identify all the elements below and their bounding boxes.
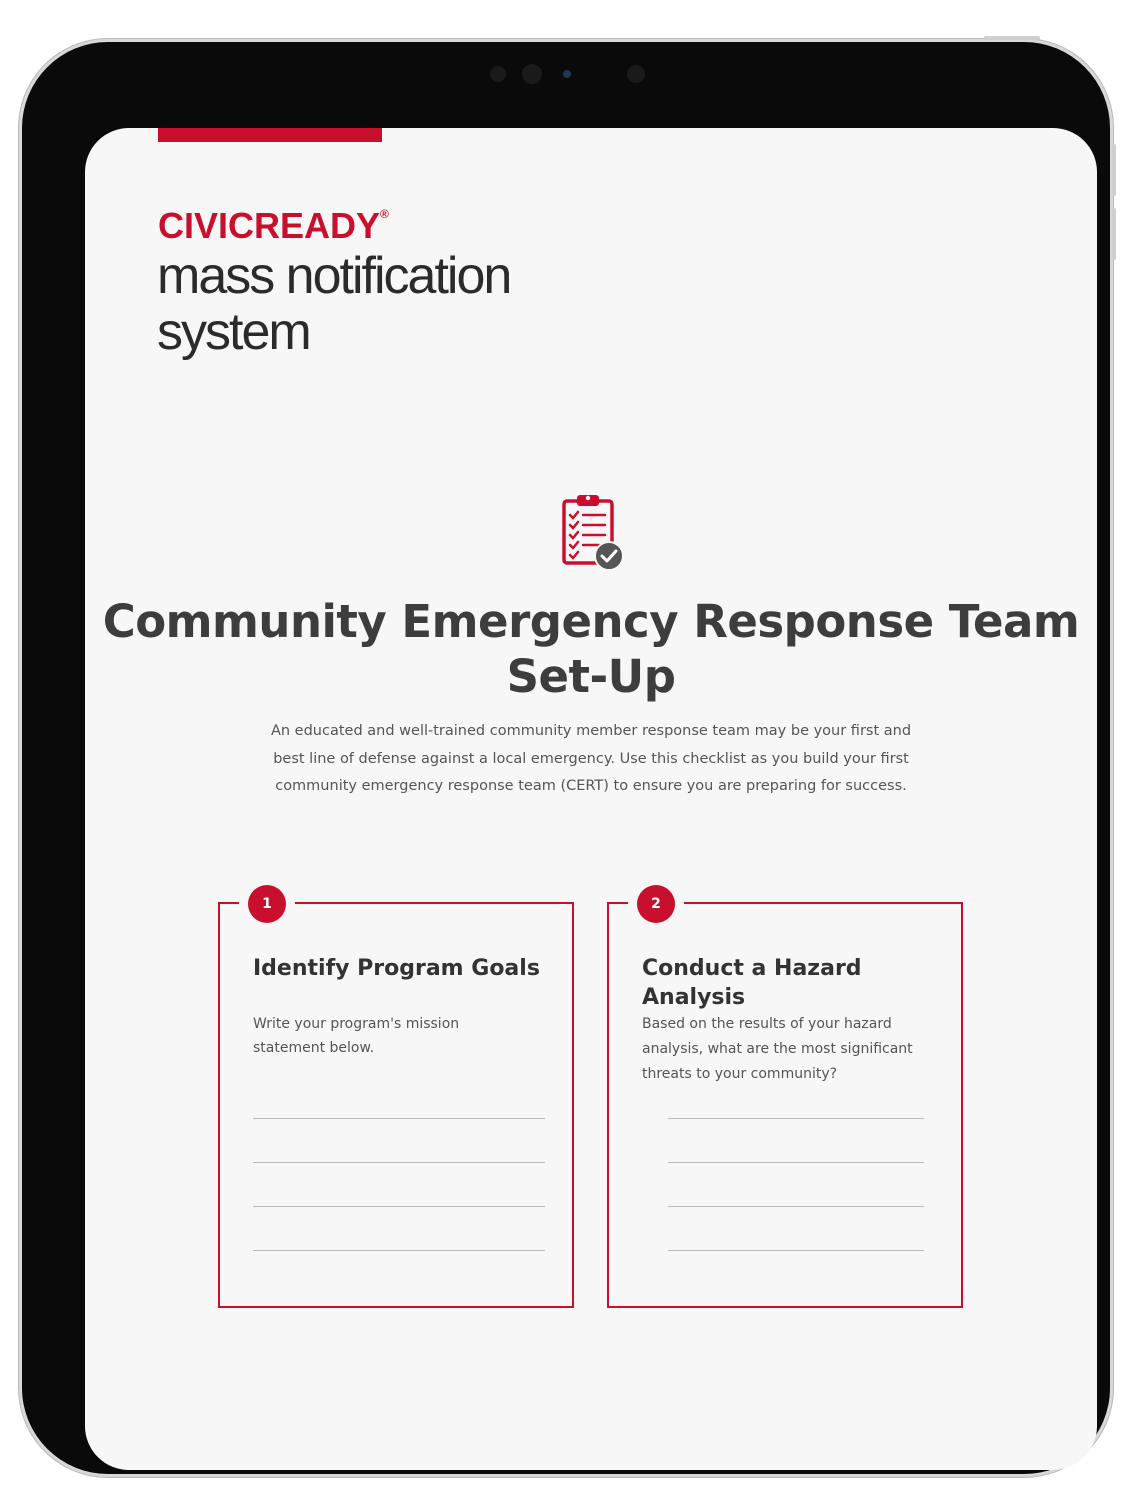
step-number-badge: 1	[248, 885, 286, 923]
step-card-2	[607, 896, 963, 1308]
writing-line[interactable]	[668, 1206, 924, 1207]
writing-line[interactable]	[253, 1118, 545, 1119]
page-title: Community Emergency Response Team Set-Up	[102, 595, 1080, 703]
sensor-dot	[490, 66, 506, 82]
writing-line[interactable]	[253, 1250, 545, 1251]
tablet-frame	[22, 42, 1110, 1474]
step-description: Write your program's mission statement below.	[253, 1016, 460, 1056]
step-card-1	[218, 896, 574, 1308]
clipboard-checklist-icon	[559, 492, 625, 572]
writing-line[interactable]	[668, 1118, 924, 1119]
writing-line[interactable]	[253, 1206, 545, 1207]
brand-logo	[158, 205, 389, 246]
intro-paragraph: An educated and well-trained community member response team may be your first and best line of defense against a local emergency. Use this checklist as you build your first community emergency response team (CERT) to ensure you are preparing for success.	[270, 723, 912, 794]
step-description: Based on the results of your hazard analysis, what are the most significant threats to your community?	[642, 1016, 913, 1082]
writing-line[interactable]	[253, 1162, 545, 1163]
step-number-badge: 2	[637, 885, 675, 923]
brand-name: CIVICREADY	[158, 205, 381, 246]
volume-down-button	[1112, 208, 1116, 260]
power-button	[984, 36, 1040, 40]
brand-tagline: mass notification system	[157, 247, 511, 361]
sensor-dot	[522, 64, 542, 84]
step-title: Conduct a Hazard Analysis	[642, 956, 862, 1010]
writing-line[interactable]	[668, 1162, 924, 1163]
sensor-dot	[627, 65, 645, 83]
camera-lens	[563, 70, 571, 78]
trademark-mark: ®	[380, 207, 389, 221]
accent-bar	[158, 128, 382, 142]
writing-line[interactable]	[668, 1250, 924, 1251]
volume-up-button	[1112, 144, 1116, 196]
step-title: Identify Program Goals	[253, 956, 540, 981]
screen	[85, 128, 1097, 1470]
